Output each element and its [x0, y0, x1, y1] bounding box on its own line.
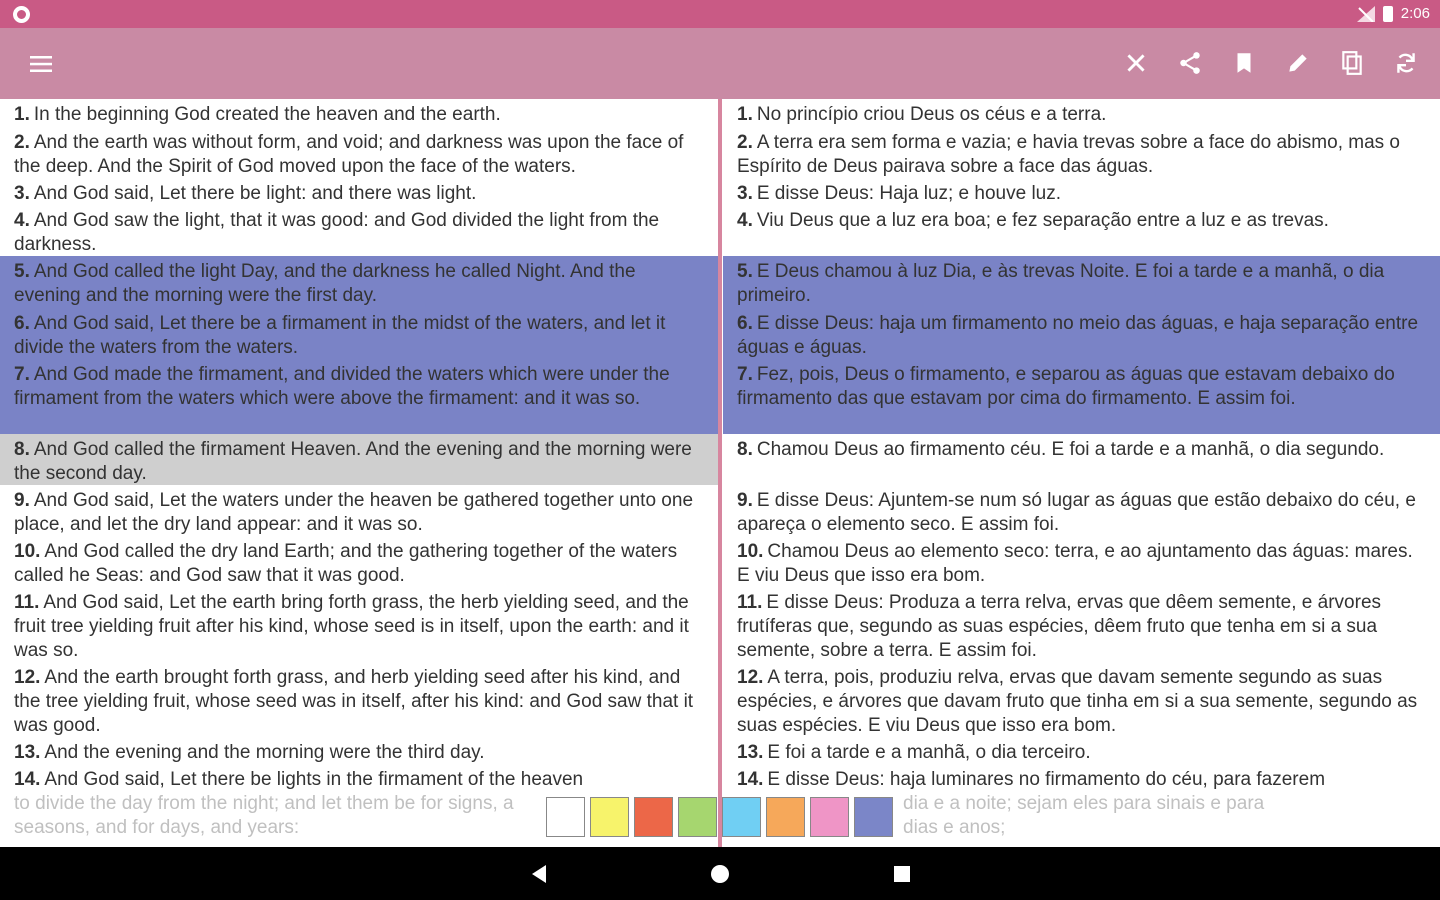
highlight-palette	[546, 797, 893, 837]
left-column	[0, 99, 718, 847]
close-icon	[1123, 50, 1149, 76]
verse-left-14-cont2[interactable]: seasons, and for days, and years:	[14, 817, 300, 838]
system-nav-bar	[0, 847, 1440, 900]
back-icon	[530, 864, 548, 884]
edit-button[interactable]	[1278, 42, 1318, 84]
share-icon	[1177, 50, 1203, 76]
app-toolbar	[0, 28, 1440, 99]
swatch-white[interactable]	[546, 797, 585, 837]
verse-right-4[interactable]: 4. Viu Deus que a luz era boa; e fez separação entre a luz e as trevas.	[737, 210, 1329, 231]
verse-left-3[interactable]: 3. And God said, Let there be light: and there was light.	[14, 183, 477, 204]
verse-right-5[interactable]: 5. E Deus chamou à luz Dia, e às trevas Noite. E foi a tarde e a manhã, o dia primeiro.	[723, 256, 1440, 308]
toolbar-actions	[1116, 42, 1426, 84]
verse-right-12[interactable]: 12. A terra, pois, produziu relva, ervas que davam semente segundo as suas espécies, e árvores que davam fruto que tinha em si a sua semente, segundo as suas espécies. E viu Deus que isso era bom.	[737, 667, 1418, 736]
home-icon	[709, 863, 731, 885]
bookmark-button[interactable]	[1224, 42, 1264, 84]
copy-icon	[1339, 50, 1365, 76]
column-divider	[718, 99, 722, 847]
swatch-blue[interactable]	[722, 797, 761, 837]
swap-icon	[1393, 50, 1419, 76]
swatch-red[interactable]	[634, 797, 673, 837]
close-button[interactable]	[1116, 42, 1156, 84]
swatch-orange[interactable]	[766, 797, 805, 837]
swap-button[interactable]	[1386, 42, 1426, 84]
battery-icon	[1383, 6, 1393, 22]
bookmark-icon	[1231, 50, 1257, 76]
swatch-purple[interactable]	[854, 797, 893, 837]
verse-right-14-cont[interactable]: dia e a noite; sejam eles para sinais e para	[903, 793, 1265, 814]
hamburger-icon	[30, 55, 52, 73]
recents-button[interactable]	[889, 861, 915, 887]
verse-right-9[interactable]: 9. E disse Deus: Ajuntem-se num só lugar as águas que estão debaixo do céu, e apareça o elemento seco. E assim foi.	[737, 490, 1416, 535]
swatch-pink[interactable]	[810, 797, 849, 837]
back-button[interactable]	[526, 861, 552, 887]
verse-left-8[interactable]: 8. And God called the firmament Heaven. And the evening and the morning were the second day.	[0, 434, 718, 485]
verse-left-5[interactable]: 5. And God called the light Day, and the darkness he called Night. And the evening and the morning were the first day.	[0, 256, 718, 308]
verse-right-2[interactable]: 2. A terra era sem forma e vazia; e havia trevas sobre a face do abismo, mas o Espírito de Deus pairava sobre a face das águas.	[737, 132, 1400, 177]
share-button[interactable]	[1170, 42, 1210, 84]
verse-right-1[interactable]: 1. No princípio criou Deus os céus e a terra.	[737, 104, 1107, 125]
verse-left-14[interactable]: 14. And God said, Let there be lights in the firmament of the heaven	[14, 769, 584, 790]
menu-button[interactable]	[24, 50, 58, 78]
verse-right-8[interactable]: 8. Chamou Deus ao firmamento céu. E foi a tarde e a manhã, o dia segundo.	[737, 439, 1385, 460]
copy-button[interactable]	[1332, 42, 1372, 84]
swatch-yellow[interactable]	[590, 797, 629, 837]
edit-icon	[1285, 50, 1311, 76]
verse-left-11[interactable]: 11. And God said, Let the earth bring forth grass, the herb yielding seed, and the fruit tree yielding fruit after his kind, whose seed is in itself, upon the earth: and it was so.	[14, 592, 689, 661]
verse-right-13[interactable]: 13. E foi a tarde e a manhã, o dia terceiro.	[737, 742, 1091, 763]
status-time: 2:06	[1400, 5, 1430, 22]
verse-left-1[interactable]: 1. In the beginning God created the heaven and the earth.	[14, 104, 501, 125]
verse-right-7[interactable]: 7. Fez, pois, Deus o firmamento, e separou as águas que estavam debaixo do firmamento das que estavam por cima do firmamento. E assim foi.	[723, 359, 1440, 434]
verse-left-7[interactable]: 7. And God made the firmament, and divided the waters which were under the firmament from the waters which were above the firmament: and it was so.	[0, 359, 718, 434]
verse-left-4[interactable]: 4. And God saw the light, that it was good: and God divided the light from the darkness.	[14, 210, 660, 255]
verse-left-2[interactable]: 2. And the earth was without form, and void; and darkness was upon the face of the deep. And the Spirit of God moved upon the face of the waters.	[14, 132, 684, 177]
right-column	[723, 99, 1440, 847]
verse-left-13[interactable]: 13. And the evening and the morning were the third day.	[14, 742, 485, 763]
verse-right-14-cont2[interactable]: dias e anos;	[903, 817, 1006, 838]
home-button[interactable]	[707, 861, 733, 887]
notification-icon	[13, 6, 30, 23]
verse-left-9[interactable]: 9. And God said, Let the waters under the heaven be gathered together unto one place, and let the dry land appear: and it was so.	[14, 490, 694, 535]
verse-left-10[interactable]: 10. And God called the dry land Earth; and the gathering together of the waters called he Seas: and God saw that it was good.	[14, 541, 678, 586]
verse-left-14-cont[interactable]: to divide the day from the night; and let them be for signs, a	[14, 793, 514, 814]
status-icons	[1357, 5, 1430, 22]
verse-right-3[interactable]: 3. E disse Deus: Haja luz; e houve luz.	[737, 183, 1062, 204]
verse-right-6[interactable]: 6. E disse Deus: haja um firmamento no meio das águas, e haja separação entre águas e águas.	[723, 308, 1440, 359]
recents-icon	[892, 864, 912, 884]
status-bar	[0, 0, 1440, 28]
signal-icon	[1357, 6, 1375, 22]
verse-left-6[interactable]: 6. And God said, Let there be a firmament in the midst of the waters, and let it divide the waters from the waters.	[0, 308, 718, 359]
swatch-green[interactable]	[678, 797, 717, 837]
verse-right-10[interactable]: 10. Chamou Deus ao elemento seco: terra, e ao ajuntamento das águas: mares. E viu Deus que isso era bom.	[737, 541, 1413, 586]
verse-right-14[interactable]: 14. E disse Deus: haja luminares no firmamento do céu, para fazerem	[737, 769, 1326, 790]
verse-right-11[interactable]: 11. E disse Deus: Produza a terra relva, ervas que dêem semente, e árvores frutíferas que, segundo as suas espécies, dêem fruto que tenha em si a sua semente, sobre a terra. E assim foi.	[737, 592, 1382, 661]
bible-reader	[0, 99, 1440, 847]
verse-left-12[interactable]: 12. And the earth brought forth grass, and herb yielding seed after his kind, and the tree yielding fruit, whose seed was in itself, after his kind: and God saw that it was good.	[14, 667, 694, 736]
